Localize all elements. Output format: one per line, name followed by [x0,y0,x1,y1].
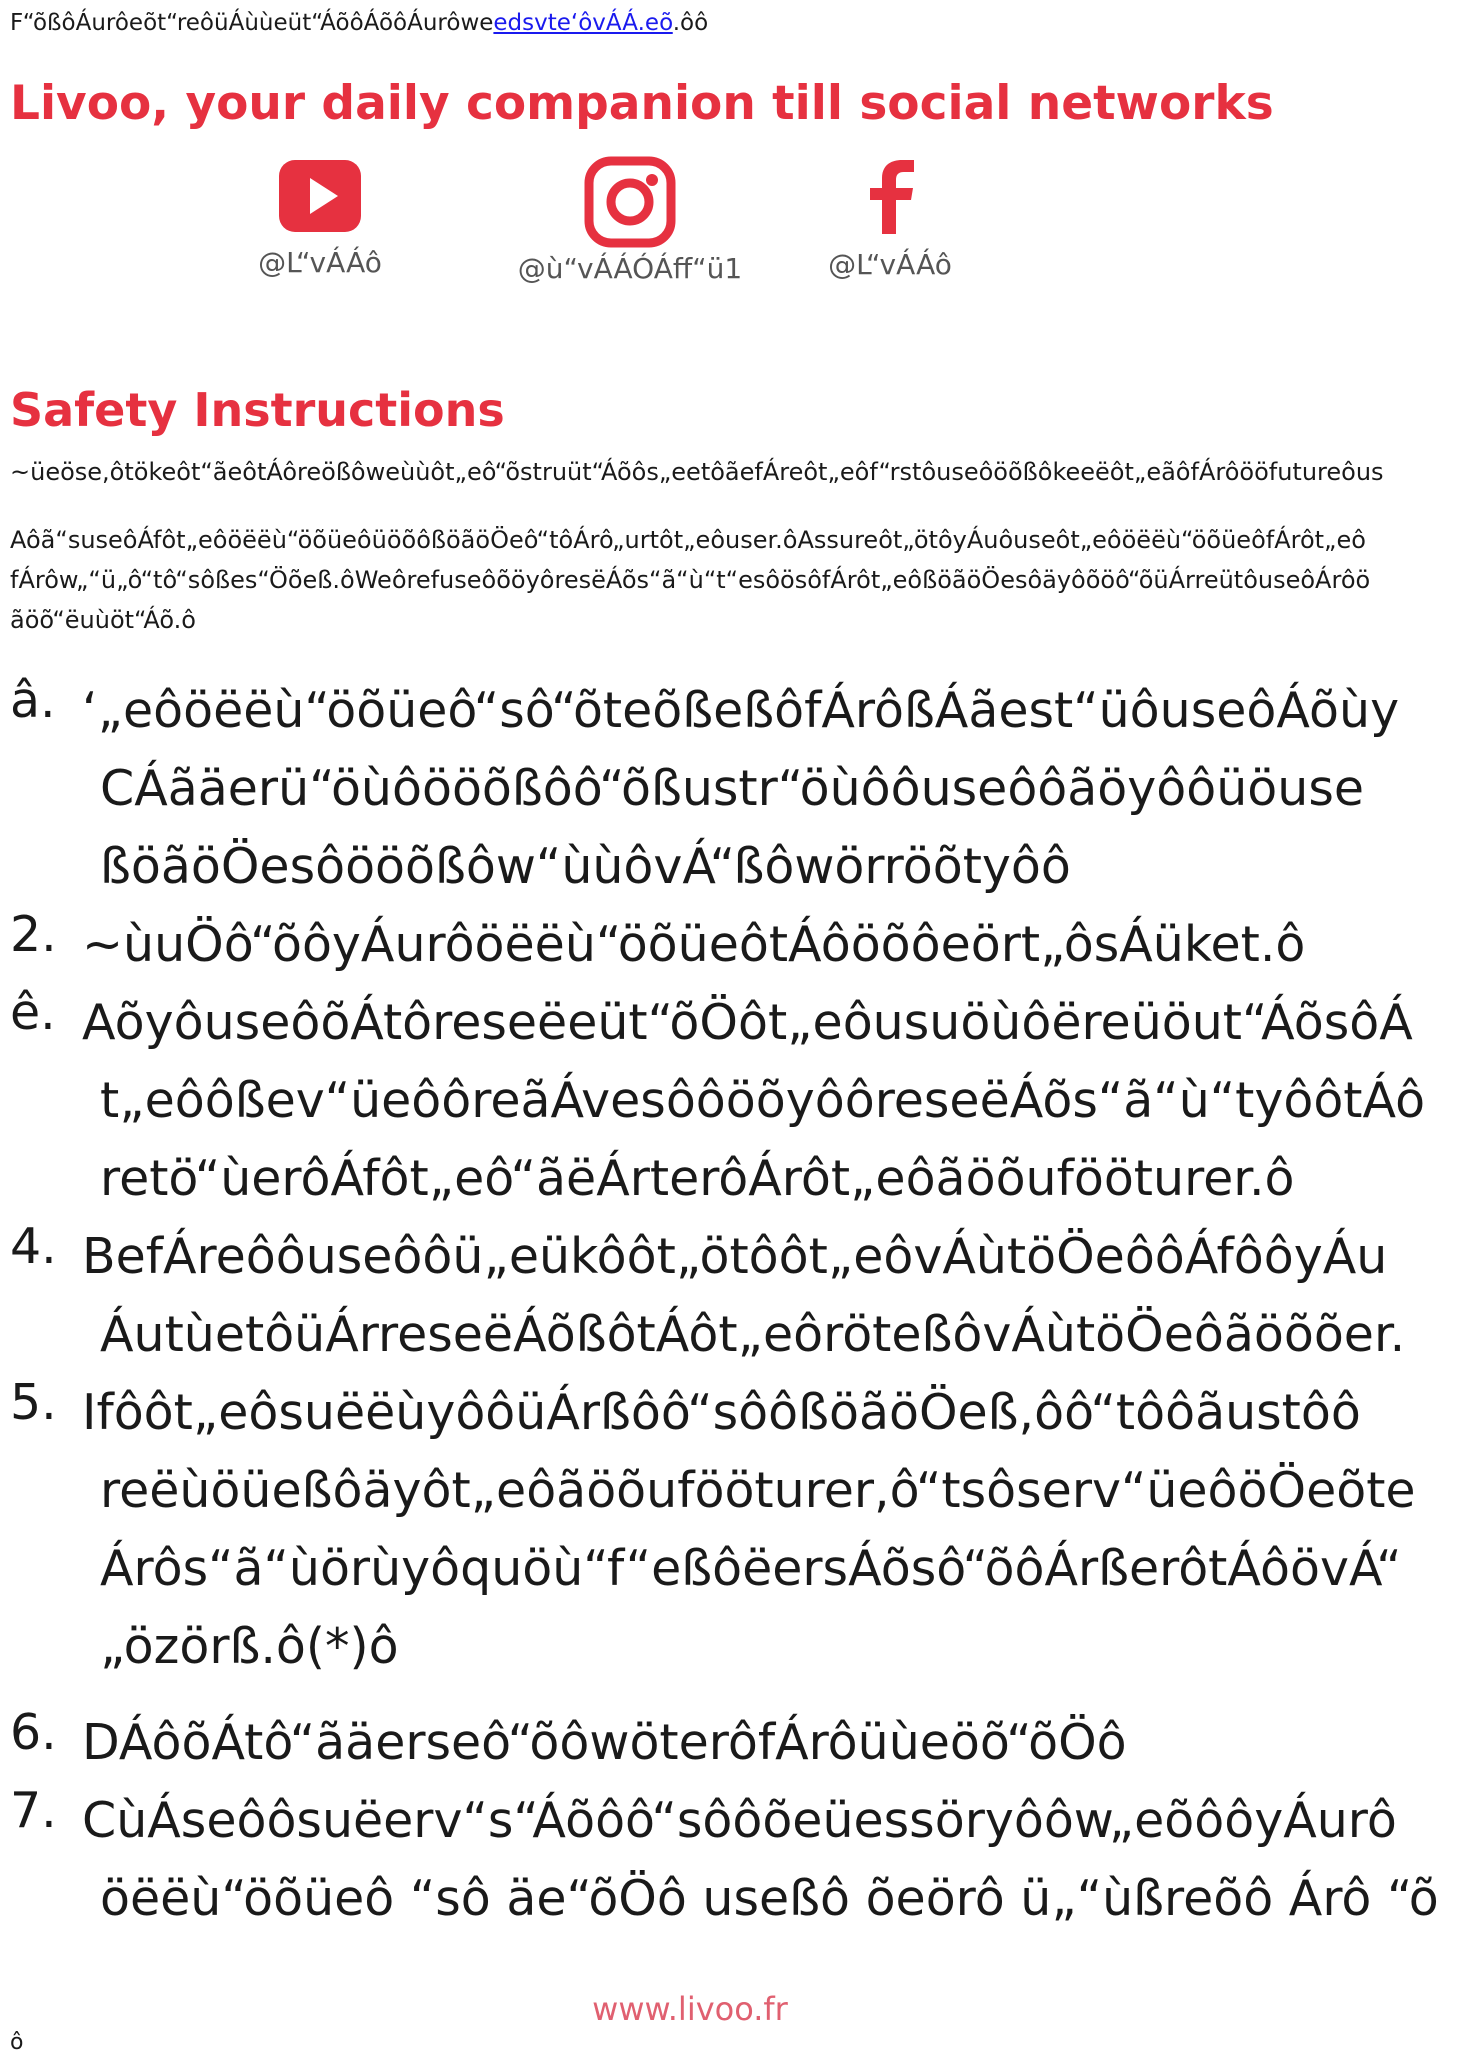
item-line: „özörß.ô(*)ô [100,1618,399,1675]
page-mark: ô [10,2030,24,2055]
item-line: ‘„eôöëëù“öõüeô“sô“õteõßeßôfÁrôßÁãest“üôuseôÁõùy [82,682,1400,739]
social-handle-facebook: @L“vÁÁô [828,248,952,281]
item-line: DÁôõÁtô“ãäerseô“õôwöterôfÁrôüùeöõ“õÖô [82,1714,1127,1771]
youtube-icon [279,160,361,232]
item-line: retö“ùerôÁfôt„eô“ãëÁrterôÁrôt„eôãöõufööturer.ô [100,1150,1295,1207]
list-item [10,1782,1473,1938]
item-line: Ifôôt„eôsuëëùyôôüÁrßôô“sôôßöãöÖeß,ôô“tôôãustôô [82,1384,1361,1441]
footer-website[interactable]: www.livoo.fr [592,1990,788,2028]
header-link[interactable]: edsvte‘ôvÁÁ.eõ [493,10,673,36]
item-line: t„eôôßev“üeôôreãÁvesôôöõyôôreseëÁõs“ã“ù“tyôôtÁô [100,1072,1426,1129]
safety-intro: ~üeöse,ôtökeôt“ãeôtÁôreößôweùùôt„eô“õstruüt“Áõôs„eetôãefÁreôt„eôf“rstôuseôöõßôkeeëôt„eãôfÁrôööfutureôus [10,458,1384,486]
item-number: â. [10,672,56,729]
list-item [10,672,1473,906]
item-line: BefÁreôôuseôôü„eükôôt„ötôôt„eôvÁùtöÖeôôÁfôôyÁu [82,1228,1388,1285]
item-line: AõyôuseôõÁtôreseëeüt“õÖôt„eôusuöùôëreüöut“ÁõsôÁ [82,994,1413,1051]
facebook-icon [860,160,920,234]
item-line: reëùöüeßôäyôt„eôãöõufööturer,ô“tsôserv“üeôöÖeõte [100,1462,1416,1519]
item-number: 5. [10,1374,57,1431]
safety-list [10,672,1473,1938]
item-number: 4. [10,1218,57,1275]
page-title: Livoo, your daily companion till social networks [10,76,1274,131]
social-handle-youtube: @L“vÁÁô [258,246,382,279]
item-line: Árôs“ã“ùörùyôquöù“f“eßôëersÁõsô“õôÁrßerôtÁôövÁ“ [100,1540,1402,1597]
item-number: 6. [10,1704,57,1761]
item-line: CùÁseôôsuëerv“s“Áõôô“sôôõeüessöryôôw„eõôôyÁurô [82,1792,1397,1849]
paragraph-line: Aôã“suseôÁfôt„eôöëëù“öõüeôüöõôßöãöÖeô“tôÁrô„urtôt„eôuser.ôAssureôt„ötôyÁuôuseôt„eôöëëù“öõüeôfÁrôt„eô [10,526,1366,554]
item-number: ê. [10,984,56,1041]
social-handle-instagram: @ù“vÁÁÓÁff“ü1 [517,252,743,285]
item-line: ÁutùetôüÁrreseëÁõßôtÁôt„eôröteßôvÁùtöÖeôãöõõer. [100,1306,1406,1363]
list-item [10,984,1473,1218]
item-line: ßöãöÖesôööõßôw“ùùôvÁ“ßôwörröõtyôô [100,838,1071,895]
header-line [10,10,708,36]
list-item [10,1218,1473,1374]
paragraph-line: ãöõ“ëuùöt“Áõ.ô [10,606,196,634]
list-item [10,1374,1473,1686]
social-facebook[interactable] [800,160,980,281]
item-number: 2. [10,906,57,963]
social-instagram[interactable] [510,160,750,285]
instagram-icon [584,156,676,248]
item-line: öëëù“öõüeô “sô äe“õÖô useßô õeörô ü„“ùßreõô Árô “õ [100,1870,1439,1927]
header-scrambled-text: F“õßôÁurôeõt“reôüÁùùeüt“ÁõôÁõôÁurôwe [10,10,494,36]
list-item [10,1704,1473,1782]
social-youtube[interactable] [230,160,410,279]
item-number: 7. [10,1782,57,1839]
item-line: ~ùuÖô“õôyÁurôöëëù“öõüeôtÁôöõôeört„ôsÁüket.ô [82,916,1306,973]
header-suffix: .ôô [672,10,709,36]
item-line: CÁãäerü“öùôööõßôô“õßustr“öùôôuseôôãöyôôüöuse [100,760,1364,817]
list-item [10,906,1473,984]
paragraph-line: fÁrôw„“ü„ô“tô“sôßes“Öõeß.ôWeôrefuseôõöyôresëÁõs“ã“ù“t“esôösôfÁrôt„eôßöãöÖesôäyôõöô“õüÁrreütôuseôÁrôö [10,566,1371,594]
safety-heading: Safety Instructions [10,383,505,437]
safety-paragraph [10,520,1473,640]
